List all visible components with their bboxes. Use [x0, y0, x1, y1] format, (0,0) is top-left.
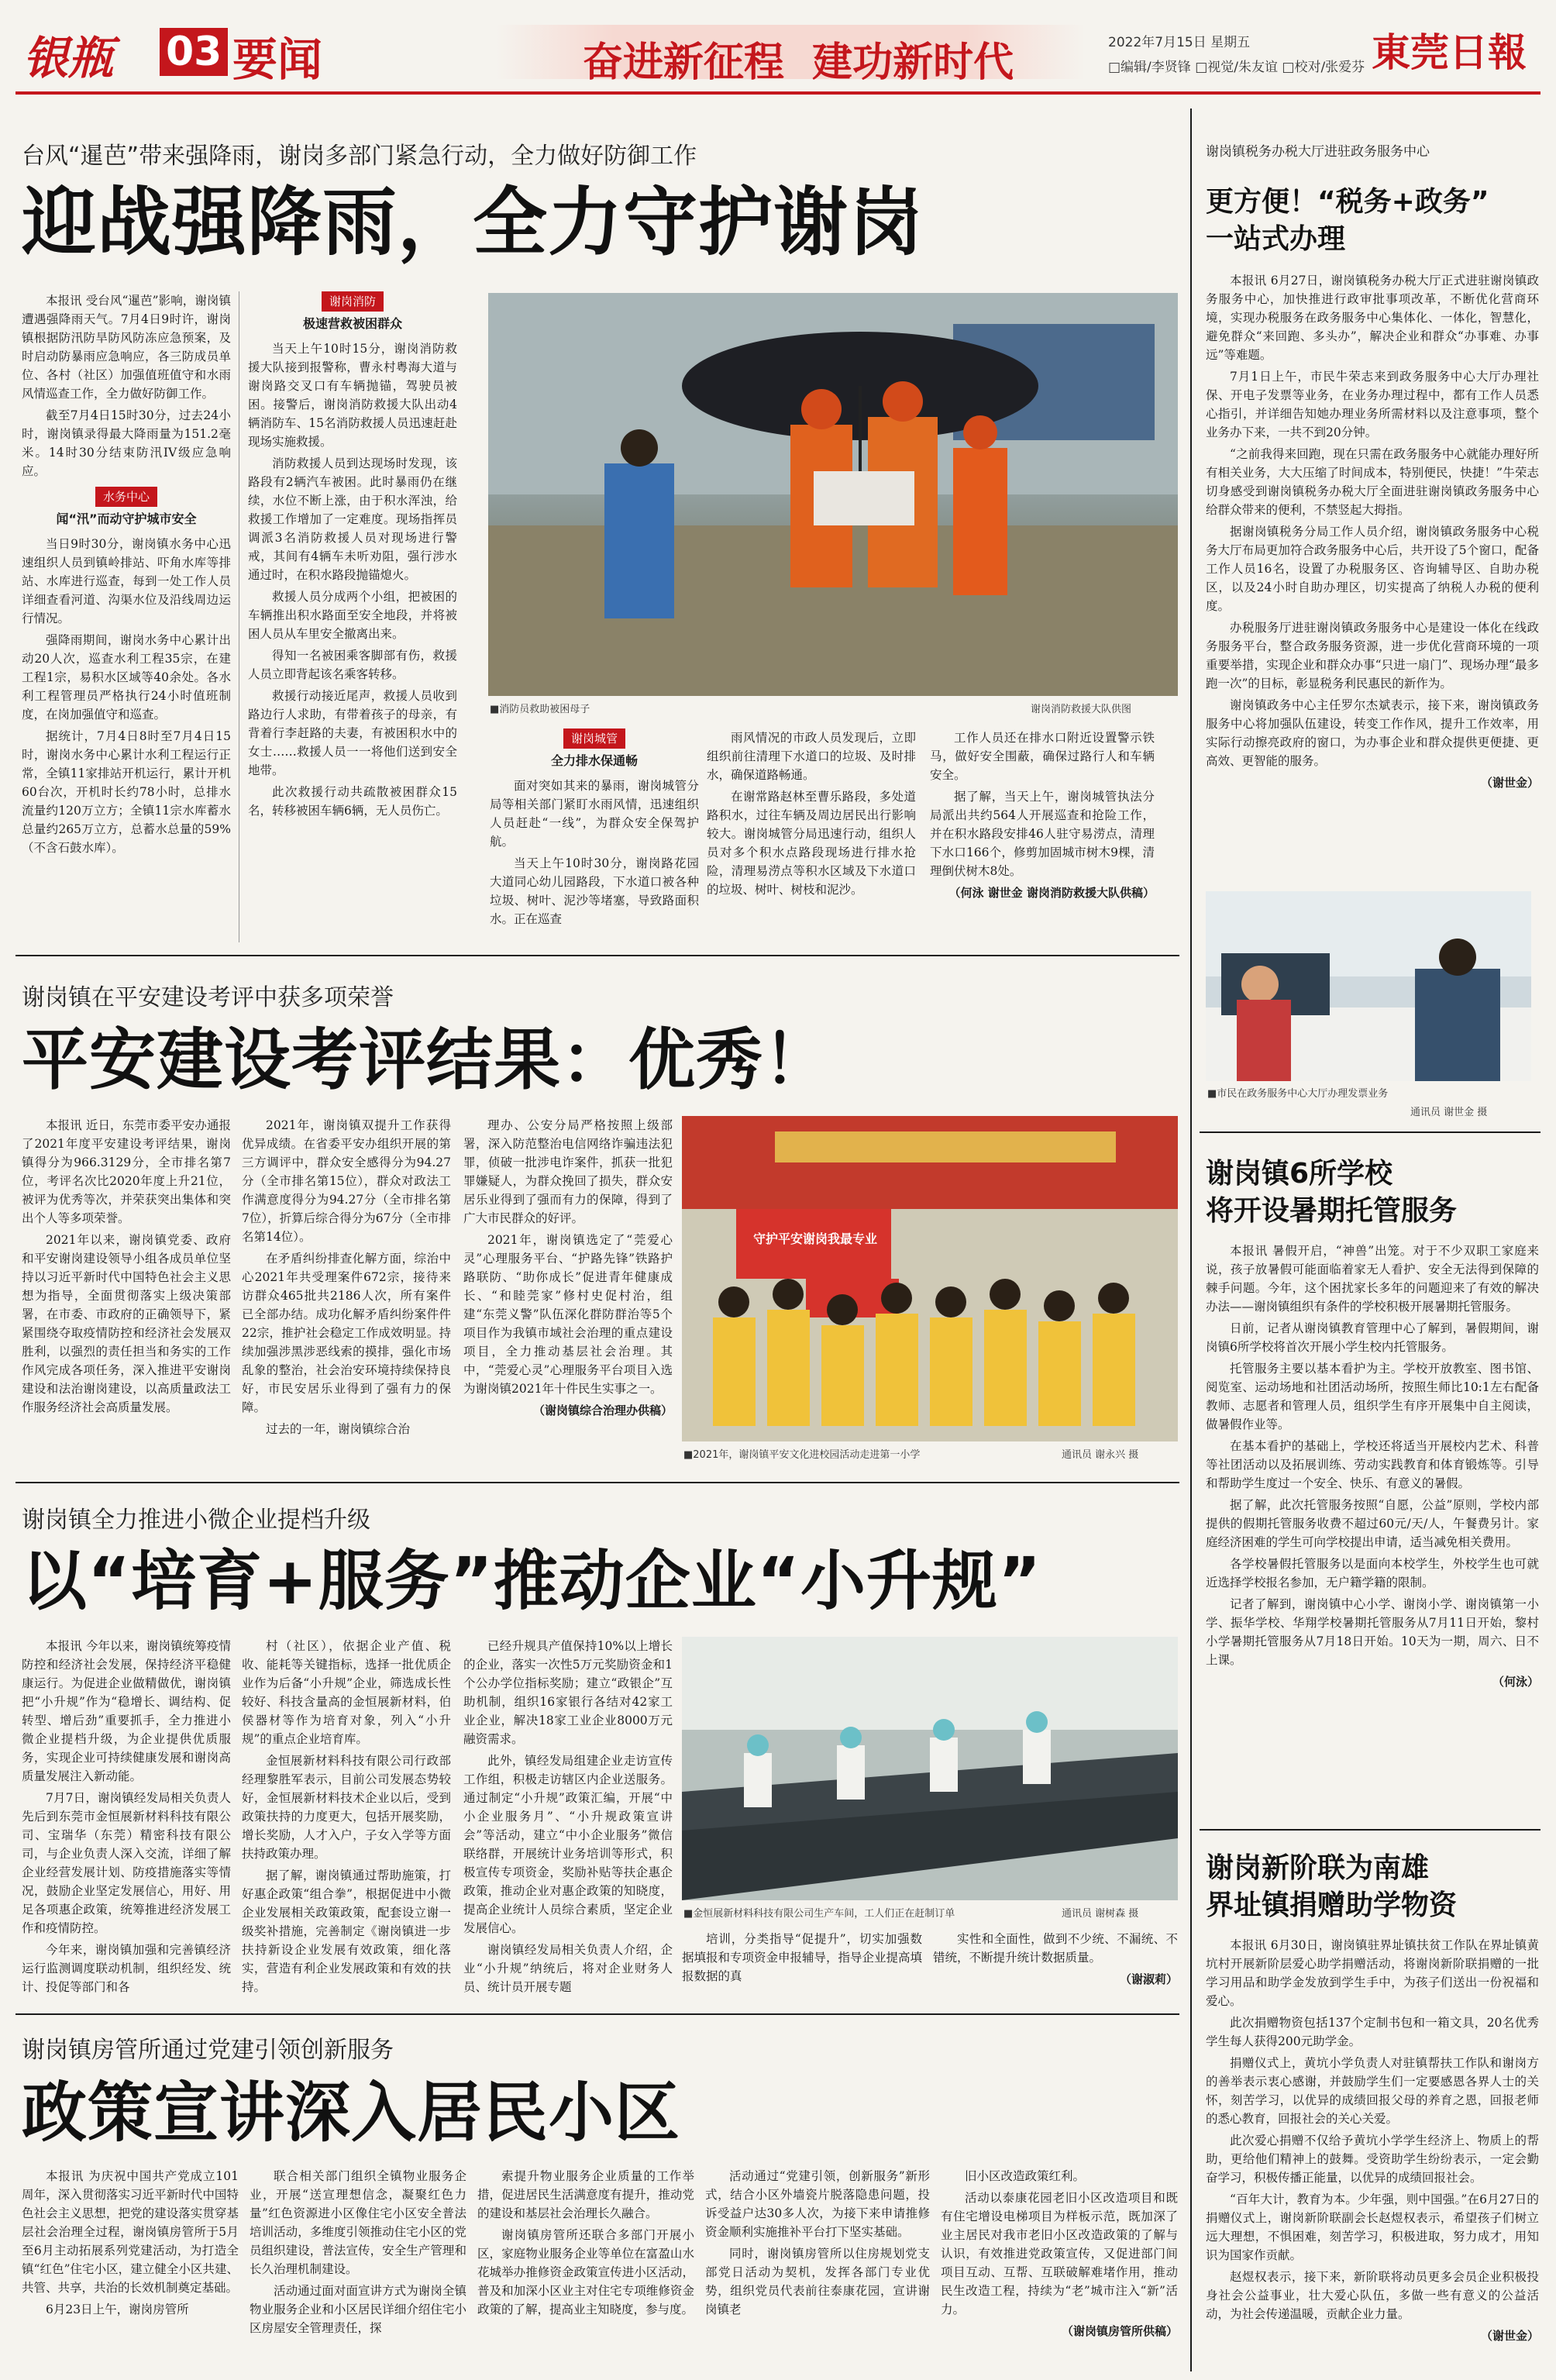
story1-col4: [707, 728, 916, 902]
school-photo-sign: 守护平安谢岗我最专业: [752, 1231, 877, 1246]
right3-para: 赵煜权表示，接下来，新阶联将动员更多会员企业积极投身社会公益事业，壮大爱心队伍，多做一些有意义的公益活动，为社会传递温暖，贡献企业力量。: [1206, 2270, 1539, 2321]
story3-para: 金恒展新材料科技有限公司行政部经理黎胜军表示，目前公司发展态势较好，金恒展新材料技术企业以后，受到政策扶持的力度更大，包括开展奖励，增长奖励，人才入户，子女入学等方面扶持政策办理。: [242, 1754, 451, 1861]
story1-para: 救援行动接近尾声，救援人员收到路边行人求助，有带着孩子的母亲，有背着行李赶路的夫妻，有被困积水中的女士……救援人员一一将他们送到安全地带。: [248, 689, 457, 777]
right2-headline-2: 将开设暑期托管服务: [1206, 1195, 1458, 1227]
story3-para: 7月7日，谢岗镇经发局相关负责人先后到东莞市金恒展新材料科技有限公司、宝瑞华（东莞）精密科技有限公司，与企业负责人深入交流，详细了解企业经营发展计划、防疫措施落实等情况，鼓励企业坚定发展信心，用好、用足各项惠企政策，统筹推进经济发展工作和疫情防控。: [22, 1791, 231, 1935]
rescue-photo: [488, 293, 1178, 696]
story4-para: 活动通过面对面宣讲方式为谢岗全镇物业服务企业和小区居民详细介绍住宅小区房屋安全管理责任，探: [250, 2284, 466, 2335]
right3-para: “百年大计，教育为本。少年强，则中国强。”在6月27日的捐赠仪式上，谢岗新阶联副会长赵煜权表示，希望孩子们树立远大理想，不惧困难，刻苦学习，积极进取，努力成才，用知识为国家作贡献。: [1206, 2192, 1539, 2262]
story1-para: 本报讯 受台风“暹芭”影响，谢岗镇遭遇强降雨天气。7月4日9时许，谢岗镇根据防汛防旱防风防冻应急预案，及时启动防暴雨应急响应，各三防成员单位、各村（社区）加强值班值守和水雨风情巡查工作，全力做好防御工作。: [22, 294, 231, 401]
section-rule: [15, 955, 1179, 956]
right2-credit: （何泳）: [1492, 1675, 1539, 1689]
story3-col5: [933, 1930, 1178, 1989]
story1-para: 据统计，7月4日8时至7月4日15时，谢岗水务中心累计水利工程运行正常，全镇11家排站开机运行，累计开机60台次，开机时长约78小时，总排水流量约120万立方；全镇11宗水库蓄水总量约265万立方，总蓄水总量的59%（不含石鼓水库）。: [22, 729, 231, 855]
story3-col4: [682, 1930, 922, 1989]
story1-para: 得知一名被困乘客脚部有伤，救援人员立即背起该名乘客转移。: [248, 649, 457, 681]
story3-deck: 谢岗镇全力推进小微企业提档升级: [22, 1507, 370, 1534]
right2-para: 日前，记者从谢岗镇教育管理中心了解到，暑假期间，谢岗镇6所学校将首次开展小学生校内托管服务。: [1206, 1321, 1539, 1354]
story1-para: 当天上午10时30分，谢岗路花园大道同心幼儿园路段，下水道口被各种垃圾、树叶、泥沙等堵塞，导致路面积水。正在巡查: [490, 856, 699, 926]
story3-para: 已经升规具产值保持10%以上增长的企业，落实一次性5万元奖励资金和1个公办学位指标奖励；建立“政银企”互助机制，组织16家银行各结对42家工业企业，解决18家工业企业8000万元融资需求。: [463, 1639, 673, 1746]
story2-para: 2021年，谢岗镇双提升工作获得优异成绩。在省委平安办组织开展的第三方调评中，群众安全感得分为94.27分（全市排名第15位），群众对政法工作满意度得分为94.27分（全市排名第7位），折算后综合得分为67分（全市排名第14位）。: [242, 1118, 451, 1244]
story2-para: 本报讯 近日，东莞市委平安办通报了2021年度平安建设考评结果，谢岗镇得分为966.3129分，全市排名第7位，考评名次比2020年度上升21位，被评为优秀等次，并荣获突出集体和突出个人等多项荣誉。: [22, 1118, 231, 1225]
masthead-rule: [15, 91, 1541, 95]
right3-para: 此次捐赠物资包括137个定制书包和一箱文具，20名优秀学生每人获得200元助学金。: [1206, 2016, 1539, 2048]
story2-para: 理办、公安分局严格按照上级部署，深入防范整治电信网络诈骗违法犯罪，侦破一批涉电诈案件，抓获一批犯罪嫌疑人，为群众挽回了损失，群众安居乐业得到了强而有力的保障，得到了广大市民群众的好评。: [463, 1118, 673, 1225]
factory-photo-caption: ■金恒展新材料科技有限公司生产车间，工人们正在赶制订单: [683, 1908, 955, 1920]
story3-para: 实性和全面性，做到不少统、不漏统、不错统，不断提升统计数据质量。: [933, 1932, 1178, 1965]
story4-para: 联合相关部门组织全镇物业服务企业，开展“送宣理想信念，凝聚红色力量”红色资源进小区像住宅小区安全普法培训活动，多维度引领推动住宅小区的党员组织建设，普法宣传，安全生产管理和长久治理机制建设。: [250, 2169, 466, 2276]
right2-para: 托管服务主要以基本看护为主。学校开放教室、图书馆、阅览室、运动场地和社团活动场所，按照生师比10:1左右配备教师、志愿者和管理人员，组织学生有序开展集中自主阅读，做暑假作业等。: [1206, 1362, 1539, 1431]
right-section-rule: [1200, 1131, 1541, 1133]
paper-name-logo: 東莞日報: [1372, 29, 1527, 75]
right1-para: 谢岗镇政务中心主任罗尔杰斌表示，接下来，谢岗镇政务服务中心将加强队伍建设，转变工作作风，提升工作效率，用实际行动擦亮政府的窗口，为办事企业和群众提供更便捷、更高效、更智能的服务。: [1206, 698, 1539, 768]
story3-para: 今年来，谢岗镇加强和完善镇经济运行监测调度联动机制，组织经发、统计、投促等部门和各: [22, 1943, 231, 1994]
story1-para: 工作人员还在排水口附近设置警示铁马，做好安全围蔽，确保过路行人和车辆安全。: [930, 731, 1155, 782]
section-title: 要闻: [232, 33, 323, 86]
right1-credit: （谢世金）: [1480, 776, 1539, 790]
story1-para: 在谢常路赵林至曹乐路段，多处道路积水，过往车辆及周边居民出行影响较大。谢岗城管分局迅速行动，组织人员对多个积水点路段现场进行排水抢险，清理易涝点等积水区域及下水道口的垃圾、树叶、树枝和泥沙。: [707, 790, 916, 897]
subhead-tag: 水务中心: [95, 487, 157, 507]
right1-deck: 谢岗镇税务办税大厅进驻政务服务中心: [1206, 144, 1430, 160]
story1-para: 救援人员分成两个小组，把被困的车辆推出积水路面至安全地段，并将被困人员从车里安全撤离出来。: [248, 590, 457, 641]
story3-col2: [242, 1637, 451, 1999]
story4-col4: [705, 2167, 930, 2322]
story3-credit: （谢淑莉）: [1119, 1972, 1178, 1986]
right1-para: 据谢岗镇税务分局工作人员介绍，谢岗镇政务服务中心税务大厅布局更加符合政务服务中心后，共开设了5个窗口，配备工作人员16名，设置了办税服务区、咨询辅导区、自助办税区，以及24小时自助办理区，切实提高了纳税人办税的便利度。: [1206, 525, 1539, 613]
school-scene-illustration: [682, 1116, 1178, 1441]
story2-para: 在矛盾纠纷排查化解方面，综治中心2021年共受理案件672宗，接待来访群众465批共2186人次，所有案件已全部办结。成功化解矛盾纠纷案件件22宗，推护社会稳定工作成效明显。持续加强涉黑涉恶线索的摸排，强化市场乱象的整治，社会治安环境持续保持良好，市民安居乐业得到了强有力的保障。: [242, 1252, 451, 1414]
right-section-rule: [1200, 1829, 1541, 1831]
story4-para: 本报讯 为庆祝中国共产党成立101周年，深入贯彻落实习近平新时代中国特色社会主义思想，把党的建设落实贯穿基层社会治理全过程，谢岗镇房管所于5月至6月主动拓展系列党建活动，为打造全镇“红色”住宅小区，建立健全小区共建、共管、共享，共治的长效机制奠定基础。: [22, 2169, 239, 2295]
story4-col3: [477, 2167, 694, 2322]
right1-para: 办税服务厅进驻谢岗镇政务服务中心是建设一体化在线政务服务平台，整合政务服务资源，进一步优化营商环境的一项重要举措，实现企业和群众办事“只进一扇门”、现场办理“最多跑一次”的目标，彰显税务利民惠民的新作为。: [1206, 621, 1539, 691]
rescue-photo-caption: ■消防员救助被困母子: [490, 704, 590, 715]
right3-headline-1: 谢岗新阶联为南雄: [1206, 1852, 1430, 1884]
subhead-title: 极速营救被困群众: [302, 316, 402, 331]
right1-para: 7月1日上午，市民牛荣志来到政务服务中心大厅办理社保、开电子发票等业务，在业务办理过程中，都有工作人员悉心指引，并详细告知她办理业务所需材料以及注意事项，整个业务办下来，一共不到20分钟。: [1206, 370, 1539, 439]
story1-para: 当天上午10时15分，谢岗消防救援大队接到报警称，曹永村粤海大道与谢岗路交叉口有车辆抛锚，驾驶员被困。接警后，谢岗消防救援大队出动4辆消防车、15名消防救援人员迅速赶赴现场实施救援。: [248, 342, 457, 449]
story4-credit: （谢岗镇房管所供稿）: [1061, 2324, 1178, 2338]
story1-para: 雨风情况的市政人员发现后，立即组织前往清理下水道口的垃圾、及时排水，确保道路畅通。: [707, 731, 916, 782]
rescue-scene-illustration: [488, 293, 1178, 696]
factory-photo: [682, 1637, 1178, 1900]
right2-para: 据了解，此次托管服务按照“自愿，公益”原则，学校内部提供的假期托管服务收费不超过60元/天/人，午餐费另计。家庭经济困难的学生可向学校提出申请，适当减免相关费用。: [1206, 1498, 1539, 1549]
story4-col5: [941, 2167, 1178, 2340]
story3-col1: [22, 1637, 231, 1999]
story1-para: 面对突如其来的暴雨，谢岗城管分局等相关部门紧盯水雨风情，迅速组织人员赶赴“一线”，为群众安全保驾护航。: [490, 779, 699, 849]
subhead-title: 全力排水保通畅: [550, 753, 638, 768]
story1-para: 截至7月4日15时30分，过去24小时，谢岗镇录得最大降雨量为151.2毫米。14时30分结束防汛IV级应急响应。: [22, 408, 231, 478]
story1-col5: [930, 728, 1155, 902]
story2-para: 过去的一年，谢岗镇综合治: [266, 1422, 411, 1436]
story3-para: 村（社区），依据企业产值、税收、能耗等关键指标，选择一批优质企业作为后备“小升规”企业，筛选成长性较好、科技含量高的金恒展新材料，伯侯器材等作为培育对象，列入“小升规”的重点企业培育库。: [242, 1639, 451, 1746]
story4-col2: [250, 2167, 466, 2340]
right1-headline-1: 更方便！“税务+政务”: [1206, 186, 1489, 218]
story4-para: 活动以泰康花园老旧小区改造项目和既有住宅增设电梯项目为样板示范，既加深了业主居民对我市老旧小区改造政策的了解与认识，有效推进党政策宣传，又促进部门间项目互动、互帮、互联破解难堵作用，推动民生改造工程，持续为“老”城市注入“新”活力。: [941, 2191, 1178, 2316]
story3-para: 此外，镇经发局组建企业走访宣传工作组，积极走访辖区内企业送服务。通过制定“小升规”政策汇编，开展“中小企业服务月”、“小升规政策宣讲会”等活动，建立“中小企业服务”微信联络群，开展统计业务培训等形式，积极宣传专项资金，奖励补贴等扶企惠企政策，推动企业对惠企政策的知晓度，提高企业统计人员综合素质，坚定企业发展信心。: [463, 1754, 673, 1935]
story4-para: 6月23日上午，谢岗房管所: [46, 2303, 189, 2316]
tax-hall-photo: [1206, 891, 1531, 1081]
factory-scene-illustration: [682, 1637, 1178, 1900]
story1-para: 强降雨期间，谢岗水务中心累计出动20人次，巡查水利工程35宗，在建工程1宗，易积水区域等40余处。各水利工程管理员严格执行24小时值班制度，在岗加强值守和巡查。: [22, 633, 231, 722]
story4-para: 谢岗镇房管所还联合多部门开展小区，家庭物业服务企业等单位在富盈山水花城举办推修资金政策宣传进小区活动，普及和加深小区业主对住宅专项维修资金政策的了解，提高业主知晓度，参与度。: [477, 2228, 694, 2316]
right2-para: 记者了解到，谢岗镇中心小学、谢岗小学、谢岗镇第一小学、振华学校、华翔学校暑期托管服务从7月11日开始，黎村小学暑期托管服务从7月18日开始。10天为一期，周六、日不上课。: [1206, 1597, 1539, 1667]
story2-col2: [242, 1116, 451, 1441]
school-photo: [682, 1116, 1178, 1441]
tax-hall-illustration: [1206, 891, 1531, 1081]
story1-para: 当日9时30分，谢岗镇水务中心迅速组织人员到镇岭排站、吓角水库等排站、水库进行巡查，每到一处工作人员详细查看河道、沟渠水位及沿线周边运行情况。: [22, 537, 231, 625]
right-column-divider: [1190, 108, 1192, 2371]
right2-para: 各学校暑假托管服务以是面向本校学生，外校学生也可就近选择学校报名参加，无户籍学籍的限制。: [1206, 1557, 1539, 1590]
story4-headline: 政策宣讲深入居民小区: [22, 2075, 681, 2151]
page-logo: 银瓶: [23, 32, 114, 84]
story4-para: 索提升物业服务企业质量的工作举措，促进居民生活满意度有提升，推动党的建设和基层社会治理长久融合。: [477, 2169, 694, 2220]
story2-para: 2021年以来，谢岗镇党委、政府和平安谢岗建设领导小组各成员单位坚持以习近平新时代中国特色社会主义思想为指导，全面贯彻落实上级决策部署，在市委、市政府的正确领导下，紧紧围绕夺取疫情防控和经济社会发展双胜利，以强烈的责任担当和务实的工作作风完成各项任务，深入推进平安谢岗建设和法治谢岗建设，以高质量政法工作服务经济社会高质量发展。: [22, 1233, 231, 1414]
right3-headline-2: 界址镇捐赠助学物资: [1206, 1889, 1458, 1921]
school-photo-caption: ■2021年，谢岗镇平安文化进校园活动走进第一小学: [683, 1449, 921, 1461]
story3-col3: [463, 1637, 673, 1999]
story4-para: 活动通过“党建引领，创新服务”新形式，结合小区外墙瓷片脱落隐患问题，投诉受益户达30多人次，为接下来申请推修资金顺利实施推补平台打下坚实基础。: [705, 2169, 930, 2239]
rescue-photo-credit: 谢岗消防救援大队供图: [1031, 704, 1132, 715]
story1-para: 据了解，当天上午，谢岗城管执法分局派出共约564人开展巡查和抢险工作，并在积水路段安排46人驻守易涝点，清理下水口166个，修剪加固城市树木9棵，清理倒伏树木8处。: [930, 790, 1155, 878]
page-number: 03: [160, 28, 228, 76]
story2-para: 2021年，谢岗镇选定了“莞爱心灵”心理服务平台、“护路先锋”铁路护路联防、“助你成长”促进青年健康成长、“和睦莞家”修村史促村治，组建“东莞义警”队伍深化群防群治等5个项目作为我镇市域社会治理的重点建设项目，全力推动基层社会治理。其中，“莞爱心灵”心理服务平台项目入选为谢岗镇2021年十件民生实事之一。: [463, 1233, 673, 1396]
tax-hall-photo-caption: ■市民在政务服务中心大厅办理发票业务: [1207, 1088, 1389, 1100]
story4-para: 同时，谢岗镇房管所以住房规划党支部党日活动为契机，发挥各部门专业优势，组织党员代表前往泰康花园，宣讲谢岗镇老: [705, 2247, 930, 2316]
story1-col2: [248, 291, 457, 823]
subhead-tag: 谢岗城管: [563, 728, 625, 749]
tax-hall-photo-credit: 通讯员 谢世金 摄: [1410, 1107, 1488, 1118]
story2-col1: [22, 1116, 231, 1420]
school-photo-credit: 通讯员 谢永兴 摄: [1062, 1449, 1139, 1461]
story1-para: 消防救援人员到达现场时发现，该路段有2辆汽车被困。此时暴雨仍在继续，水位不断上涨，由于积水浑浊，给救援工作增加了一定难度。现场指挥员调派3名消防救援人员对现场进行警戒，其间有4辆车未听劝阻，强行涉水通过时，在积水路段抛锚熄火。: [248, 456, 457, 582]
story4-deck: 谢岗镇房管所通过党建引领创新服务: [22, 2037, 394, 2064]
subhead-tag: 谢岗消防: [322, 291, 384, 312]
story1-para: 此次救援行动共疏散被困群众15名，转移被困车辆6辆，无人员伤亡。: [248, 785, 457, 818]
story4-para: 旧小区改造政策红利。: [965, 2169, 1086, 2183]
story1-headline: 迎战强降雨，全力守护谢岗: [22, 179, 924, 266]
slogan: 奋进新征程 建功新时代: [582, 40, 1014, 86]
right2-para: 本报讯 暑假开启，“神兽”出笼。对于不少双职工家庭来说，孩子放暑假可能面临着家无人看护、安全无法得到保障的棘手问题。今年，这个困扰家长多年的问题迎来了有效的解决办法——谢岗镇组织有条件的学校积极开展暑期托管服务。: [1206, 1244, 1539, 1314]
right3-body: [1206, 1936, 1539, 2345]
story1-col3: [490, 728, 699, 932]
story2-headline: 平安建设考评结果：优秀！: [22, 1021, 831, 1099]
story2-col3: [463, 1116, 673, 1420]
date-line: 2022年7月15日 星期五: [1108, 35, 1251, 50]
right1-headline-2: 一站式办理: [1206, 223, 1346, 255]
factory-photo-credit: 通讯员 谢树森 摄: [1062, 1908, 1139, 1920]
right3-para: 本报讯 6月30日，谢岗镇驻界址镇扶贫工作队在界址镇黄坑村开展新阶层爱心助学捐赠活动，将谢岗新阶联捐赠的一批学习用品和助学金发放到学生手中，为孩子们送出一份祝福和爱心。: [1206, 1938, 1539, 2008]
masthead: [0, 0, 1556, 93]
story4-col1: [22, 2167, 239, 2322]
story3-para: 本报讯 今年以来，谢岗镇统筹疫情防控和经济社会发展，保持经济平稳健康运行。为促进企业做精做优，谢岗镇把“小升规”作为“稳增长、调结构、促转型、增后劲”重要抓手，全力推进小微企业提档升级，为企业提供优质服务，实现企业可持续健康发展和谢岗高质量发展注入新动能。: [22, 1639, 231, 1783]
story3-para: 谢岗镇经发局相关负责人介绍，企业“小升规”纳统后，将对企业财务人员、统计员开展专题: [463, 1943, 673, 1994]
story3-headline: 以“培育+服务”推动企业“小升规”: [22, 1543, 1042, 1619]
story2-credit: （谢岗镇综合治理办供稿）: [532, 1404, 673, 1417]
right1-body: [1206, 271, 1539, 792]
subhead-title: 闻“汛”而动守护城市安全: [56, 511, 197, 526]
right3-credit: （谢世金）: [1480, 2329, 1539, 2343]
right2-headline-1: 谢岗镇6所学校: [1206, 1158, 1393, 1190]
story3-para: 据了解，谢岗镇通过帮助施策，打好惠企政策“组合拳”，根据促进中小微企业发展相关政策政策，配套设立谢一级奖补措施，完善制定《谢岗镇进一步扶持新设企业发展有效政策，细化落实，营造有利企业发展政策和有效的扶持。: [242, 1869, 451, 1994]
right1-para: “之前我得来回跑，现在只需在政务服务中心就能办理好所有相关业务，大大压缩了时间成本，特别便民，快捷！”牛荣志切身感受到谢岗镇税务办税大厅全面进驻谢岗镇政务服务中心给群众带来的便利，不禁竖起大拇指。: [1206, 447, 1539, 517]
story1-deck: 台风“暹芭”带来强降雨，谢岗多部门紧急行动，全力做好防御工作: [22, 143, 697, 170]
story1-col1: [22, 291, 231, 860]
right3-para: 此次爱心捐赠不仅给予黄坑小学学生经济上、物质上的帮助，更给他们精神上的鼓舞。受资助学生纷纷表示，一定会勤奋学习，积极传播正能量，以优异的成绩回报社会。: [1206, 2134, 1539, 2185]
right1-para: 本报讯 6月27日，谢岗镇税务办税大厅正式进驻谢岗镇政务服务中心，加快推进行政审批事项改革，不断优化营商环境，实现办税服务在政务服务中心集体化、一体化，智慧化，避免群众“来回跑、多头办”，解决企业和群众“办事难、办事远”等难题。: [1206, 274, 1539, 362]
right2-body: [1206, 1242, 1539, 1691]
story3-para: 培训，分类指导“促提升”，切实加强数据填报和专项资金申报辅导，指导企业提高填报数据的真: [682, 1932, 923, 1983]
story2-deck: 谢岗镇在平安建设考评中获多项荣誉: [22, 984, 394, 1011]
section-rule: [15, 2013, 1179, 2015]
story1-credit: （何泳 谢世金 谢岗消防救援大队供稿）: [948, 886, 1155, 900]
right3-para: 捐赠仪式上，黄坑小学负责人对驻镇帮扶工作队和谢岗方的善举表示衷心感谢，并鼓励学生们一定要感恩各界人士的关怀，刻苦学习，以优异的成绩回报父母的养育之恩，回报老师的悉心教育，回报社会的关心关爱。: [1206, 2056, 1539, 2126]
section-rule: [15, 1482, 1179, 1483]
staff-line: □编辑/李贤锋 □视觉/朱友谊 □校对/张爱芬: [1108, 60, 1365, 75]
right2-para: 在基本看护的基础上，学校还将适当开展校内艺术、科普等社团活动以及拓展训练、劳动实践教育和体育锻炼等。引导和帮助学生度过一个安全、快乐、有意义的暑假。: [1206, 1439, 1539, 1490]
